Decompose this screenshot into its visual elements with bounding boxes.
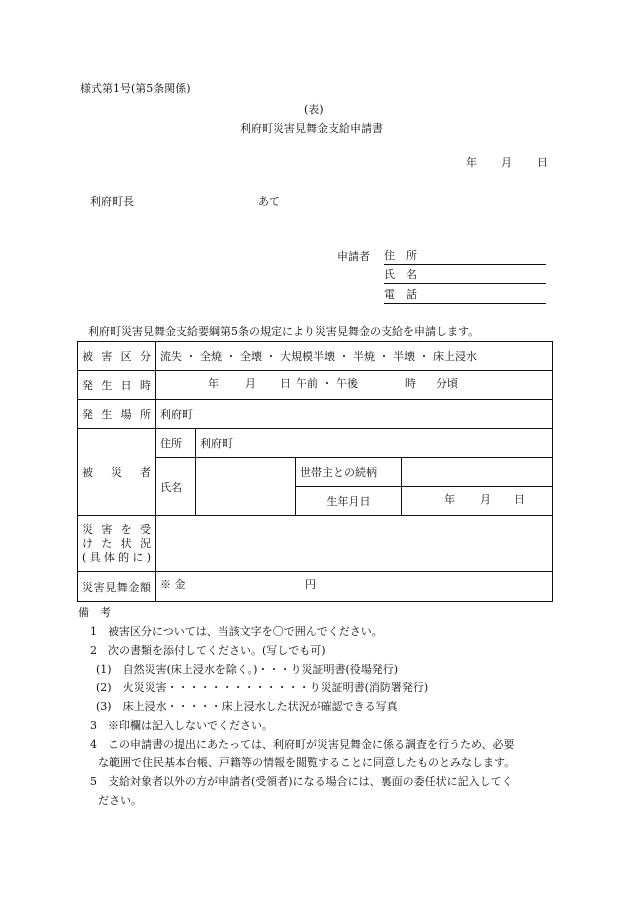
occurrence-field[interactable] [156, 371, 553, 400]
birthdate-field[interactable] [402, 487, 553, 516]
occurrence-year-label: 年 [208, 376, 219, 390]
applicant-name-label: 氏 名 [384, 268, 417, 281]
form-number: 様式第1号(第5条関係) [80, 82, 191, 95]
location-field[interactable]: 利府町 [156, 400, 553, 429]
document-title: 利府町災害見舞金支給申請書 [240, 122, 383, 135]
note-4-line2: な範囲で住民基本台帳、戸籍等の情報を閲覧することに同意したものとみなします。 [98, 756, 516, 769]
occurrence-label: 発生日時 [78, 371, 156, 400]
relation-label: 世帯主との続柄 [296, 458, 402, 487]
applicant-label: 申請者 [337, 250, 370, 263]
victim-label: 被 災 者 [78, 429, 156, 516]
victim-address-label: 住所 [156, 429, 196, 458]
date-year-label: 年 [466, 156, 477, 169]
amount-label: 災害見舞金額 [78, 572, 156, 602]
birthdate-label: 生年月日 [296, 487, 402, 516]
note-2-item-2: (2) 火災災害・・・・・・・・・・・・・り災証明書(消防署発行) [96, 681, 429, 694]
note-2-item-3: (3) 床上浸水・・・・・床上浸水した状況が確認できる写真 [96, 700, 398, 713]
note-5-line1: 5 支給対象者以外の方が申請者(受領者)になる場合には、裏面の委任状に記入してく [90, 775, 513, 788]
damage-type-label: 被害区分 [78, 342, 156, 371]
birth-day-label: 日 [514, 492, 525, 506]
addressee: 利府町長 [90, 195, 134, 208]
amount-prefix: ※ 金 [160, 578, 186, 591]
note-2: 2 次の書類を添付してください。(写しでも可) [90, 644, 326, 657]
situation-label-line3: (具体的に) [82, 550, 151, 564]
situation-label [78, 516, 156, 572]
relation-field[interactable] [402, 458, 553, 487]
applicant-phone-label: 電 話 [384, 288, 417, 301]
occurrence-day-label: 日 [280, 376, 291, 390]
note-3: 3 ※印欄は記入しないでください。 [90, 719, 273, 732]
amount-unit: 円 [305, 578, 316, 591]
occurrence-minute-label: 分頃 [436, 376, 458, 390]
applicant-name-field[interactable] [384, 269, 546, 284]
date-day-label: 日 [537, 156, 548, 169]
victim-name-label: 氏名 [156, 458, 196, 516]
situation-field[interactable] [156, 516, 553, 572]
note-5-line2: ださい。 [98, 794, 142, 807]
birth-year-label: 年 [444, 492, 455, 506]
birth-month-label: 月 [480, 492, 491, 506]
notes-title: 備 考 [78, 606, 111, 619]
side-label: (表) [304, 103, 324, 116]
situation-label-line2: けた状況 [82, 536, 151, 550]
note-4-line1: 4 この申請書の提出にあたっては、利府町が災害見舞金に係る調査を行うため、必要 [90, 738, 515, 751]
date-month-label: 月 [501, 156, 512, 169]
applicant-address-label: 住 所 [384, 249, 417, 262]
request-statement: 利府町災害見舞金支給要綱第5条の規定により災害見舞金の支給を申請します。 [88, 325, 480, 338]
occurrence-hour-label: 時 [405, 376, 416, 390]
addressee-suffix: あて [258, 195, 280, 208]
victim-name-field[interactable] [196, 458, 296, 516]
occurrence-ampm-options: 午前 ・ 午後 [296, 376, 358, 390]
amount-field [156, 572, 553, 602]
applicant-address-field[interactable] [384, 250, 546, 265]
note-2-item-1: (1) 自然災害(床上浸水を除く。)・・・り災証明書(役場発行) [96, 663, 399, 676]
applicant-phone-field[interactable] [384, 289, 546, 304]
location-label: 発生場所 [78, 400, 156, 429]
damage-type-options[interactable]: 流失 ・ 全焼 ・ 全壊 ・ 大規模半壊 ・ 半焼 ・ 半壊 ・ 床上浸水 [156, 342, 553, 371]
victim-address-field[interactable]: 利府町 [196, 429, 553, 458]
situation-label-line1: 災害を受 [82, 522, 151, 536]
application-form-table [77, 341, 553, 602]
note-1: 1 被害区分については、当該文字を〇で囲んでください。 [90, 625, 383, 638]
occurrence-month-label: 月 [245, 376, 256, 390]
